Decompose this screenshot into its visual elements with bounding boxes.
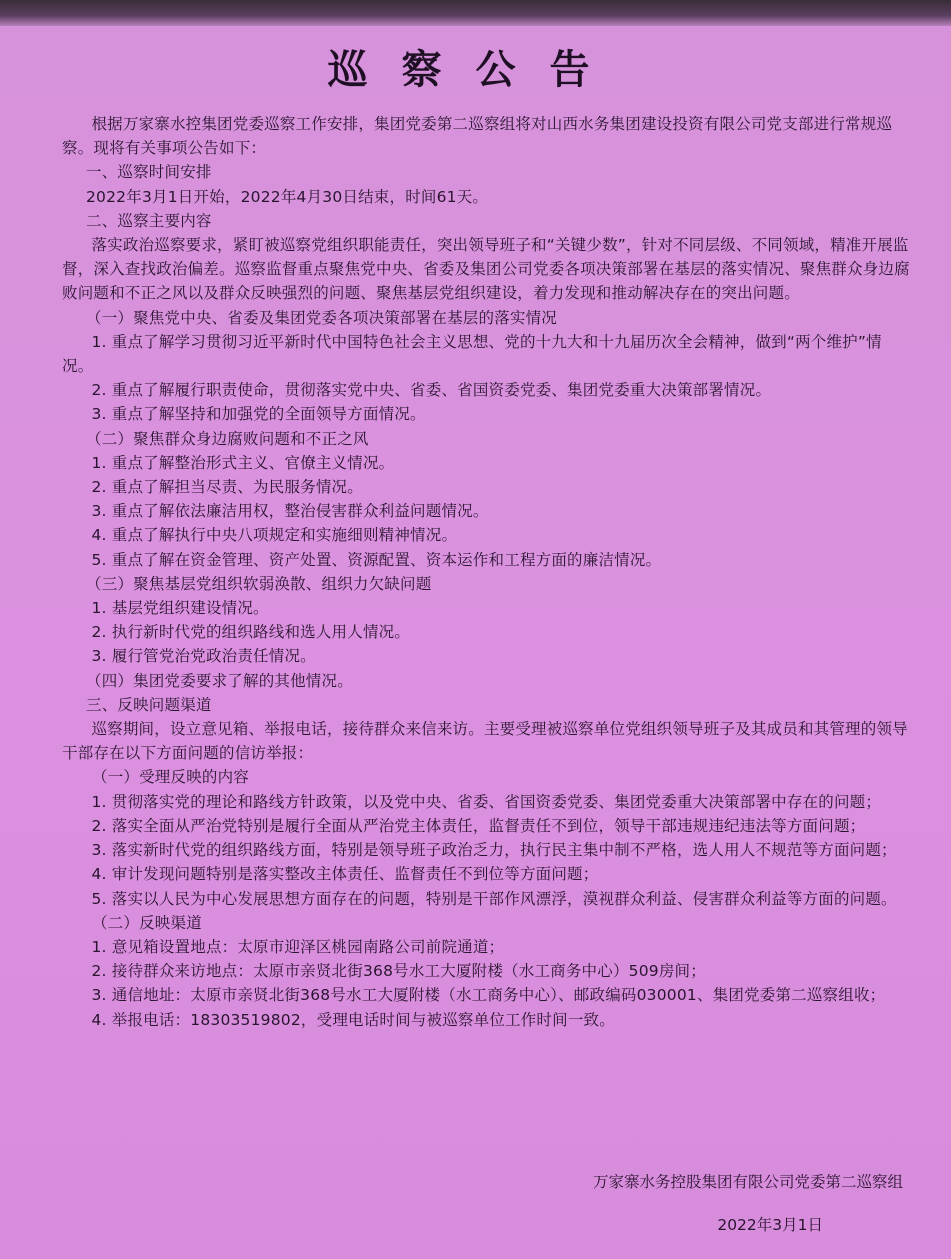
notice-title: 巡察公告 — [327, 47, 624, 93]
notice-paragraph: 4. 审计发现问题特别是落实整改主体责任、监督责任不到位等方面问题； — [91, 865, 599, 884]
notice-paragraph: （二）聚焦群众身边腐败问题和不正之风 — [86, 429, 369, 448]
notice-paragraph: 2. 落实全面从严治党特别是履行全面从严治党主体责任，监督责任不到位，领导干部违规违纪违法等方面问题； — [91, 816, 866, 835]
notice-paragraph: （四）集团党委要求了解的其他情况。 — [86, 671, 353, 690]
notice-paragraph: （一）聚焦党中央、省委及集团党委各项决策部署在基层的落实情况 — [86, 308, 558, 327]
notice-paragraph: 二、巡察主要内容 — [86, 211, 212, 230]
notice-paragraph: 4. 重点了解执行中央八项规定和实施细则精神情况。 — [91, 526, 458, 545]
notice-paragraph: 4. 举报电话：18303519802，受理电话时间与被巡察单位工作时间一致。 — [91, 1010, 615, 1029]
notice-paragraph: 根据万家寨水控集团党委巡察工作安排，集团党委第二巡察组将对山西水务集团建设投资有限公司党支部进行常规巡察。现将有关事项公告如下： — [62, 115, 893, 158]
notice-paragraph: 1. 意见箱设置地点：太原市迎泽区桃园南路公司前院通道； — [91, 937, 505, 956]
notice-paragraph: 一、巡察时间安排 — [86, 163, 212, 182]
notice-paragraph: 巡察期间，设立意见箱、举报电话，接待群众来信来访。主要受理被巡察单位党组织领导班子及其成员和其管理的领导干部存在以下方面问题的信访举报： — [62, 720, 908, 763]
notice-paragraph: 1. 贯彻落实党的理论和路线方针政策，以及党中央、省委、省国资委党委、集团党委重大决策部署中存在的问题； — [91, 792, 882, 811]
notice-paragraph: 2. 执行新时代党的组织路线和选人用人情况。 — [91, 623, 411, 642]
photo-top-edge — [0, 0, 951, 26]
notice-paragraph: 3. 重点了解依法廉洁用权，整治侵害群众利益问题情况。 — [91, 502, 489, 521]
notice-paragraph: 2022年3月1日开始，2022年4月30日结束，时间61天。 — [86, 187, 489, 206]
notice-paragraph: 3. 履行管党治党政治责任情况。 — [91, 647, 316, 666]
issuer-signature: 万家寨水务控股集团有限公司党委第二巡察组 — [592, 1173, 903, 1191]
notice-paragraph: 5. 重点了解在资金管理、资产处置、资源配置、资本运作和工程方面的廉洁情况。 — [91, 550, 662, 569]
notice-paragraph: 三、反映问题渠道 — [86, 695, 212, 714]
notice-paragraph: 2. 接待群众来访地点：太原市亲贤北街368号水工大厦附楼（水工商务中心）509房间； — [91, 962, 706, 981]
notice-paragraph: （二）反映渠道 — [92, 913, 202, 932]
notice-paragraph: 落实政治巡察要求，紧盯被巡察党组织职能责任，突出领导班子和“关键少数”，针对不同层级、不同领域，精准开展监督，深入查找政治偏差。巡察监督重点聚焦党中央、省委及集团公司党委各项决策部署在基层的落实情况、聚焦群众身边腐败问题和不正之风以及群众反映强烈的问题、聚焦基层党组织建设，着力发现和推动解决存在的突出问题。 — [62, 236, 910, 303]
notice-paragraph: 3. 通信地址：太原市亲贤北街368号水工大厦附楼（水工商务中心）、邮政编码030001、集团党委第二巡察组收； — [91, 986, 886, 1005]
notice-paragraph: 1. 基层党组织建设情况。 — [91, 599, 269, 618]
notice-paragraph: 1. 重点了解整治形式主义、官僚主义情况。 — [91, 453, 395, 472]
notice-paragraph: 5. 落实以人民为中心发展思想方面存在的问题，特别是干部作风漂浮，漠视群众利益、侵害群众利益等方面的问题。 — [91, 889, 897, 908]
notice-paragraph: 1. 重点了解学习贯彻习近平新时代中国特色社会主义思想、党的十九大和十九届历次全会精神，做到“两个维护”情况。 — [62, 332, 882, 376]
notice-paragraph: （三）聚焦基层党组织软弱涣散、组织力欠缺问题 — [86, 574, 432, 593]
notice-paragraph: 2. 重点了解履行职责使命，贯彻落实党中央、省委、省国资委党委、集团党委重大决策部署情况。 — [91, 381, 772, 400]
notice-body — [62, 112, 910, 1032]
notice-paragraph: 3. 落实新时代党的组织路线方面，特别是领导班子政治乏力，执行民主集中制不严格，选人用人不规范等方面问题； — [91, 841, 897, 860]
notice-paragraph: 3. 重点了解坚持和加强党的全面领导方面情况。 — [91, 405, 426, 424]
notice-paragraph: （一）受理反映的内容 — [92, 768, 250, 787]
notice-paragraph: 2. 重点了解担当尽责、为民服务情况。 — [91, 478, 363, 497]
issue-date: 2022年3月1日 — [717, 1216, 823, 1234]
